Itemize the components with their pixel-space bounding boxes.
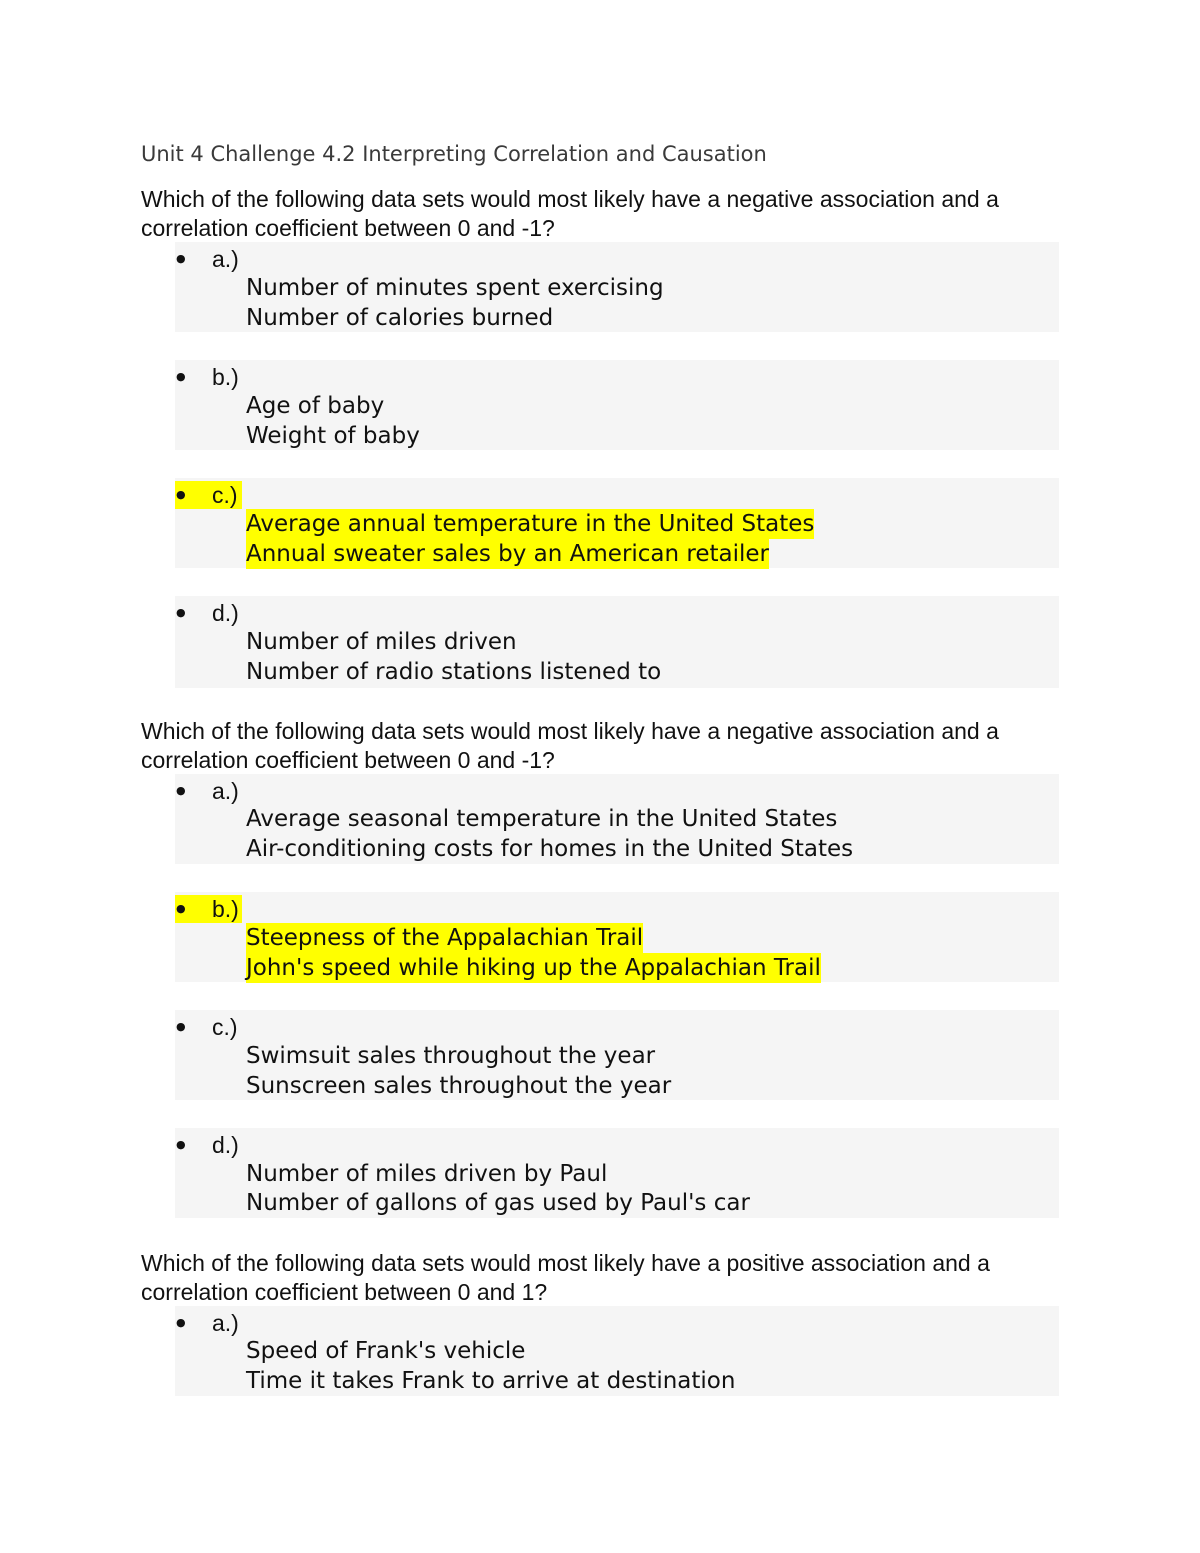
option-letter: a.) (212, 778, 239, 804)
option-line-2: John's speed while hiking up the Appalachian Trail (246, 955, 821, 981)
option-letter: a.) (212, 1310, 239, 1336)
bullet-icon: ● (176, 252, 186, 265)
option-line-1: Steepness of the Appalachian Trail (246, 925, 644, 951)
option-letter: c.) (212, 482, 238, 508)
option-line-1: Age of baby (246, 393, 385, 419)
bullet-icon: ● (176, 902, 186, 915)
option-line-1: Average annual temperature in the United States (246, 511, 815, 537)
bullet-icon: ● (176, 1020, 186, 1033)
option-line-1: Swimsuit sales throughout the year (246, 1043, 656, 1069)
option-letter: a.) (212, 246, 239, 272)
option-line-2: Number of gallons of gas used by Paul's car (246, 1190, 750, 1216)
question-2-prompt: Which of the following data sets would most likely have a negative association and a correlation coefficient between 0 and -1? (141, 718, 999, 773)
option-letter: b.) (212, 896, 239, 922)
option-gap (246, 332, 1059, 360)
bullet-icon: ● (176, 370, 186, 383)
option-line-2: Annual sweater sales by an American retailer (246, 541, 770, 567)
document-title: Unit 4 Challenge 4.2 Interpreting Correlation and Causation (141, 142, 767, 166)
option-line-2: Weight of baby (246, 423, 420, 449)
option-line-1: Number of miles driven (246, 629, 517, 655)
option-letter: c.) (212, 1014, 238, 1040)
bullet-icon: ● (176, 606, 186, 619)
option-line-2: Number of calories burned (246, 305, 554, 331)
option-line-1: Number of miles driven by Paul (246, 1161, 608, 1187)
bullet-icon: ● (176, 1138, 186, 1151)
option-letter: b.) (212, 364, 239, 390)
option-line-1: Number of minutes spent exercising (246, 275, 664, 301)
bullet-icon: ● (176, 784, 186, 797)
option-line-2: Sunscreen sales throughout the year (246, 1073, 672, 1099)
option-line-2: Air-conditioning costs for homes in the United States (246, 836, 854, 862)
question-3-prompt: Which of the following data sets would most likely have a positive association and a correlation coefficient between 0 and 1? (141, 1250, 990, 1305)
option-line-1: Speed of Frank's vehicle (246, 1338, 526, 1364)
option-line-2: Number of radio stations listened to (246, 659, 662, 685)
bullet-icon: ● (176, 1316, 186, 1329)
option-letter: d.) (212, 1132, 239, 1158)
bullet-icon: ● (176, 488, 186, 501)
question-1-prompt: Which of the following data sets would most likely have a negative association and a correlation coefficient between 0 and -1? (141, 186, 999, 241)
option-line-2: Time it takes Frank to arrive at destination (246, 1368, 736, 1394)
option-line-1: Average seasonal temperature in the United States (246, 806, 838, 832)
option-letter: d.) (212, 600, 239, 626)
